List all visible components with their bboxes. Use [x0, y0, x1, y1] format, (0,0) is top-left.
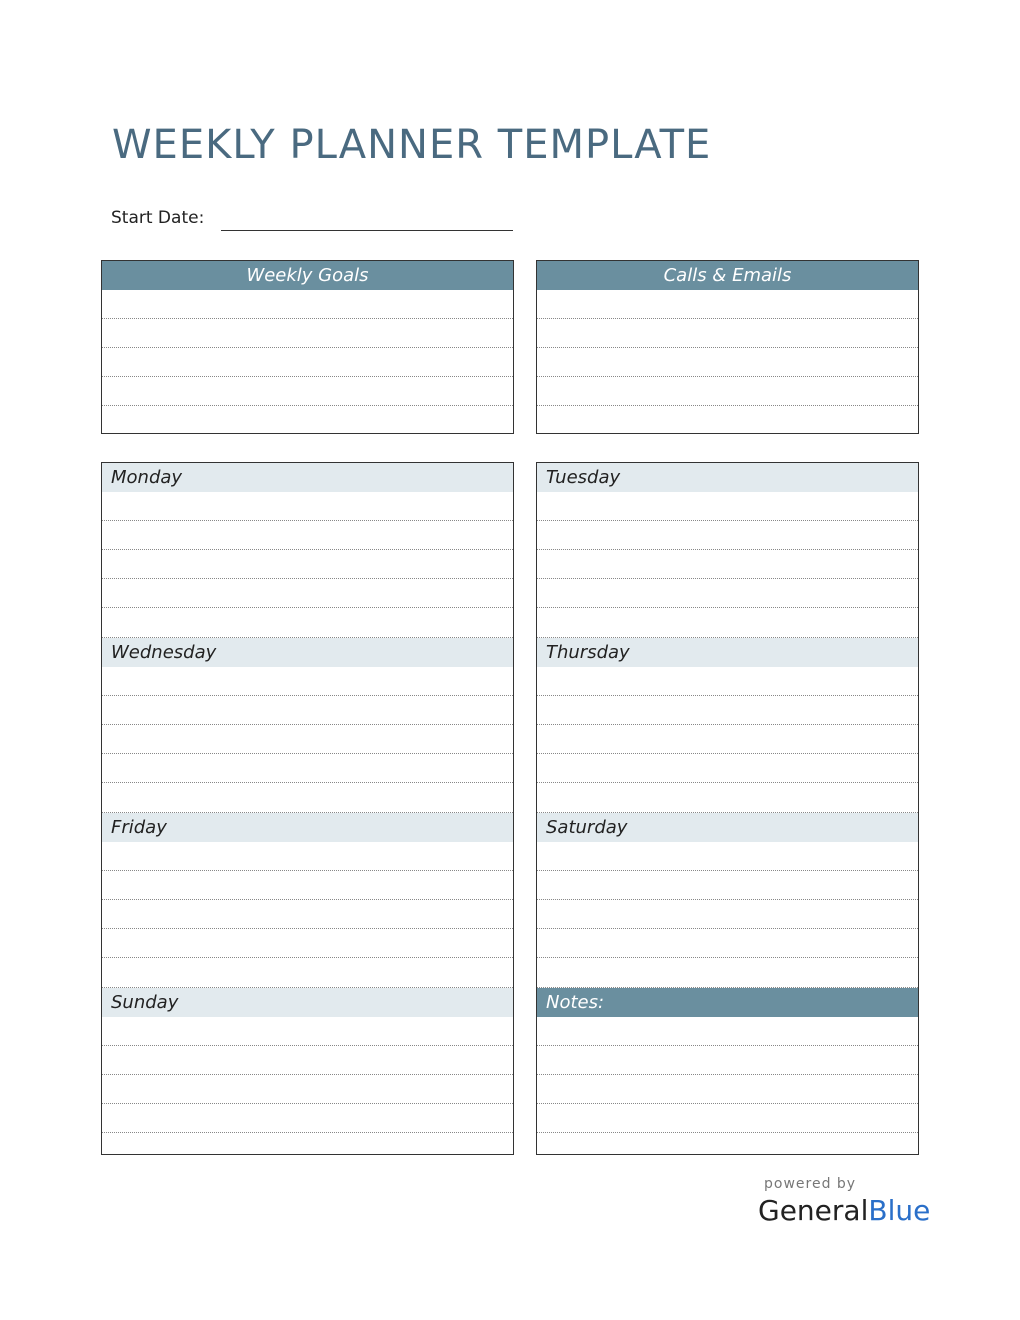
day-header-wednesday: Wednesday	[102, 638, 513, 667]
day-header-tuesday: Tuesday	[537, 463, 918, 492]
day-line[interactable]	[102, 783, 513, 812]
goal-line[interactable]	[102, 290, 513, 319]
notes-line[interactable]	[537, 1017, 918, 1046]
day-section-sunday	[102, 988, 513, 1162]
day-line[interactable]	[102, 1017, 513, 1046]
day-line[interactable]	[102, 492, 513, 521]
goal-line[interactable]	[102, 348, 513, 377]
day-line[interactable]	[537, 579, 918, 608]
brand-name-part1: General	[758, 1194, 869, 1227]
start-date-field[interactable]	[221, 230, 513, 231]
day-header-sunday: Sunday	[102, 988, 513, 1017]
powered-by-text: powered by	[764, 1176, 857, 1192]
calls-emails-box	[536, 260, 919, 434]
day-line[interactable]	[537, 929, 918, 958]
brand-logo[interactable]	[758, 1194, 930, 1227]
notes-header: Notes:	[537, 988, 918, 1017]
day-line[interactable]	[102, 1075, 513, 1104]
goal-line[interactable]	[102, 319, 513, 348]
day-header-thursday: Thursday	[537, 638, 918, 667]
day-header-monday: Monday	[102, 463, 513, 492]
calls-emails-lines	[537, 290, 918, 435]
notes-section	[537, 988, 918, 1162]
day-line[interactable]	[102, 667, 513, 696]
day-line[interactable]	[102, 1046, 513, 1075]
day-line[interactable]	[102, 1133, 513, 1162]
day-line[interactable]	[537, 783, 918, 812]
notes-line[interactable]	[537, 1133, 918, 1162]
day-header-saturday: Saturday	[537, 813, 918, 842]
day-line[interactable]	[537, 667, 918, 696]
brand-name-part2: Blue	[868, 1194, 931, 1227]
day-header-friday: Friday	[102, 813, 513, 842]
day-line[interactable]	[537, 550, 918, 579]
day-line[interactable]	[102, 842, 513, 871]
call-line[interactable]	[537, 290, 918, 319]
day-line[interactable]	[102, 929, 513, 958]
day-line[interactable]	[537, 725, 918, 754]
day-line[interactable]	[102, 521, 513, 550]
day-line[interactable]	[102, 579, 513, 608]
day-line[interactable]	[537, 842, 918, 871]
day-section-friday	[102, 813, 513, 988]
day-line[interactable]	[102, 1104, 513, 1133]
call-line[interactable]	[537, 406, 918, 435]
day-section-saturday	[537, 813, 918, 988]
day-line[interactable]	[537, 608, 918, 637]
day-line[interactable]	[102, 608, 513, 637]
calls-emails-header: Calls & Emails	[537, 261, 918, 290]
notes-line[interactable]	[537, 1046, 918, 1075]
goal-line[interactable]	[102, 406, 513, 435]
day-section-tuesday	[537, 463, 918, 638]
day-line[interactable]	[102, 958, 513, 987]
day-line[interactable]	[537, 871, 918, 900]
day-line[interactable]	[102, 900, 513, 929]
weekly-goals-header: Weekly Goals	[102, 261, 513, 290]
day-line[interactable]	[102, 871, 513, 900]
call-line[interactable]	[537, 377, 918, 406]
day-line[interactable]	[102, 754, 513, 783]
weekly-goals-box	[101, 260, 514, 434]
page-title: WEEKLY PLANNER TEMPLATE	[112, 122, 712, 168]
day-line[interactable]	[537, 900, 918, 929]
notes-line[interactable]	[537, 1104, 918, 1133]
notes-line[interactable]	[537, 1075, 918, 1104]
day-section-thursday	[537, 638, 918, 813]
day-line[interactable]	[102, 725, 513, 754]
day-line[interactable]	[102, 696, 513, 725]
day-line[interactable]	[537, 754, 918, 783]
day-section-monday	[102, 463, 513, 638]
weekly-goals-lines	[102, 290, 513, 435]
day-line[interactable]	[537, 492, 918, 521]
day-line[interactable]	[102, 550, 513, 579]
right-days-box	[536, 462, 919, 1155]
start-date-label: Start Date:	[111, 208, 205, 228]
day-line[interactable]	[537, 958, 918, 987]
day-line[interactable]	[537, 696, 918, 725]
day-section-wednesday	[102, 638, 513, 813]
goal-line[interactable]	[102, 377, 513, 406]
left-days-box	[101, 462, 514, 1155]
call-line[interactable]	[537, 348, 918, 377]
day-line[interactable]	[537, 521, 918, 550]
call-line[interactable]	[537, 319, 918, 348]
